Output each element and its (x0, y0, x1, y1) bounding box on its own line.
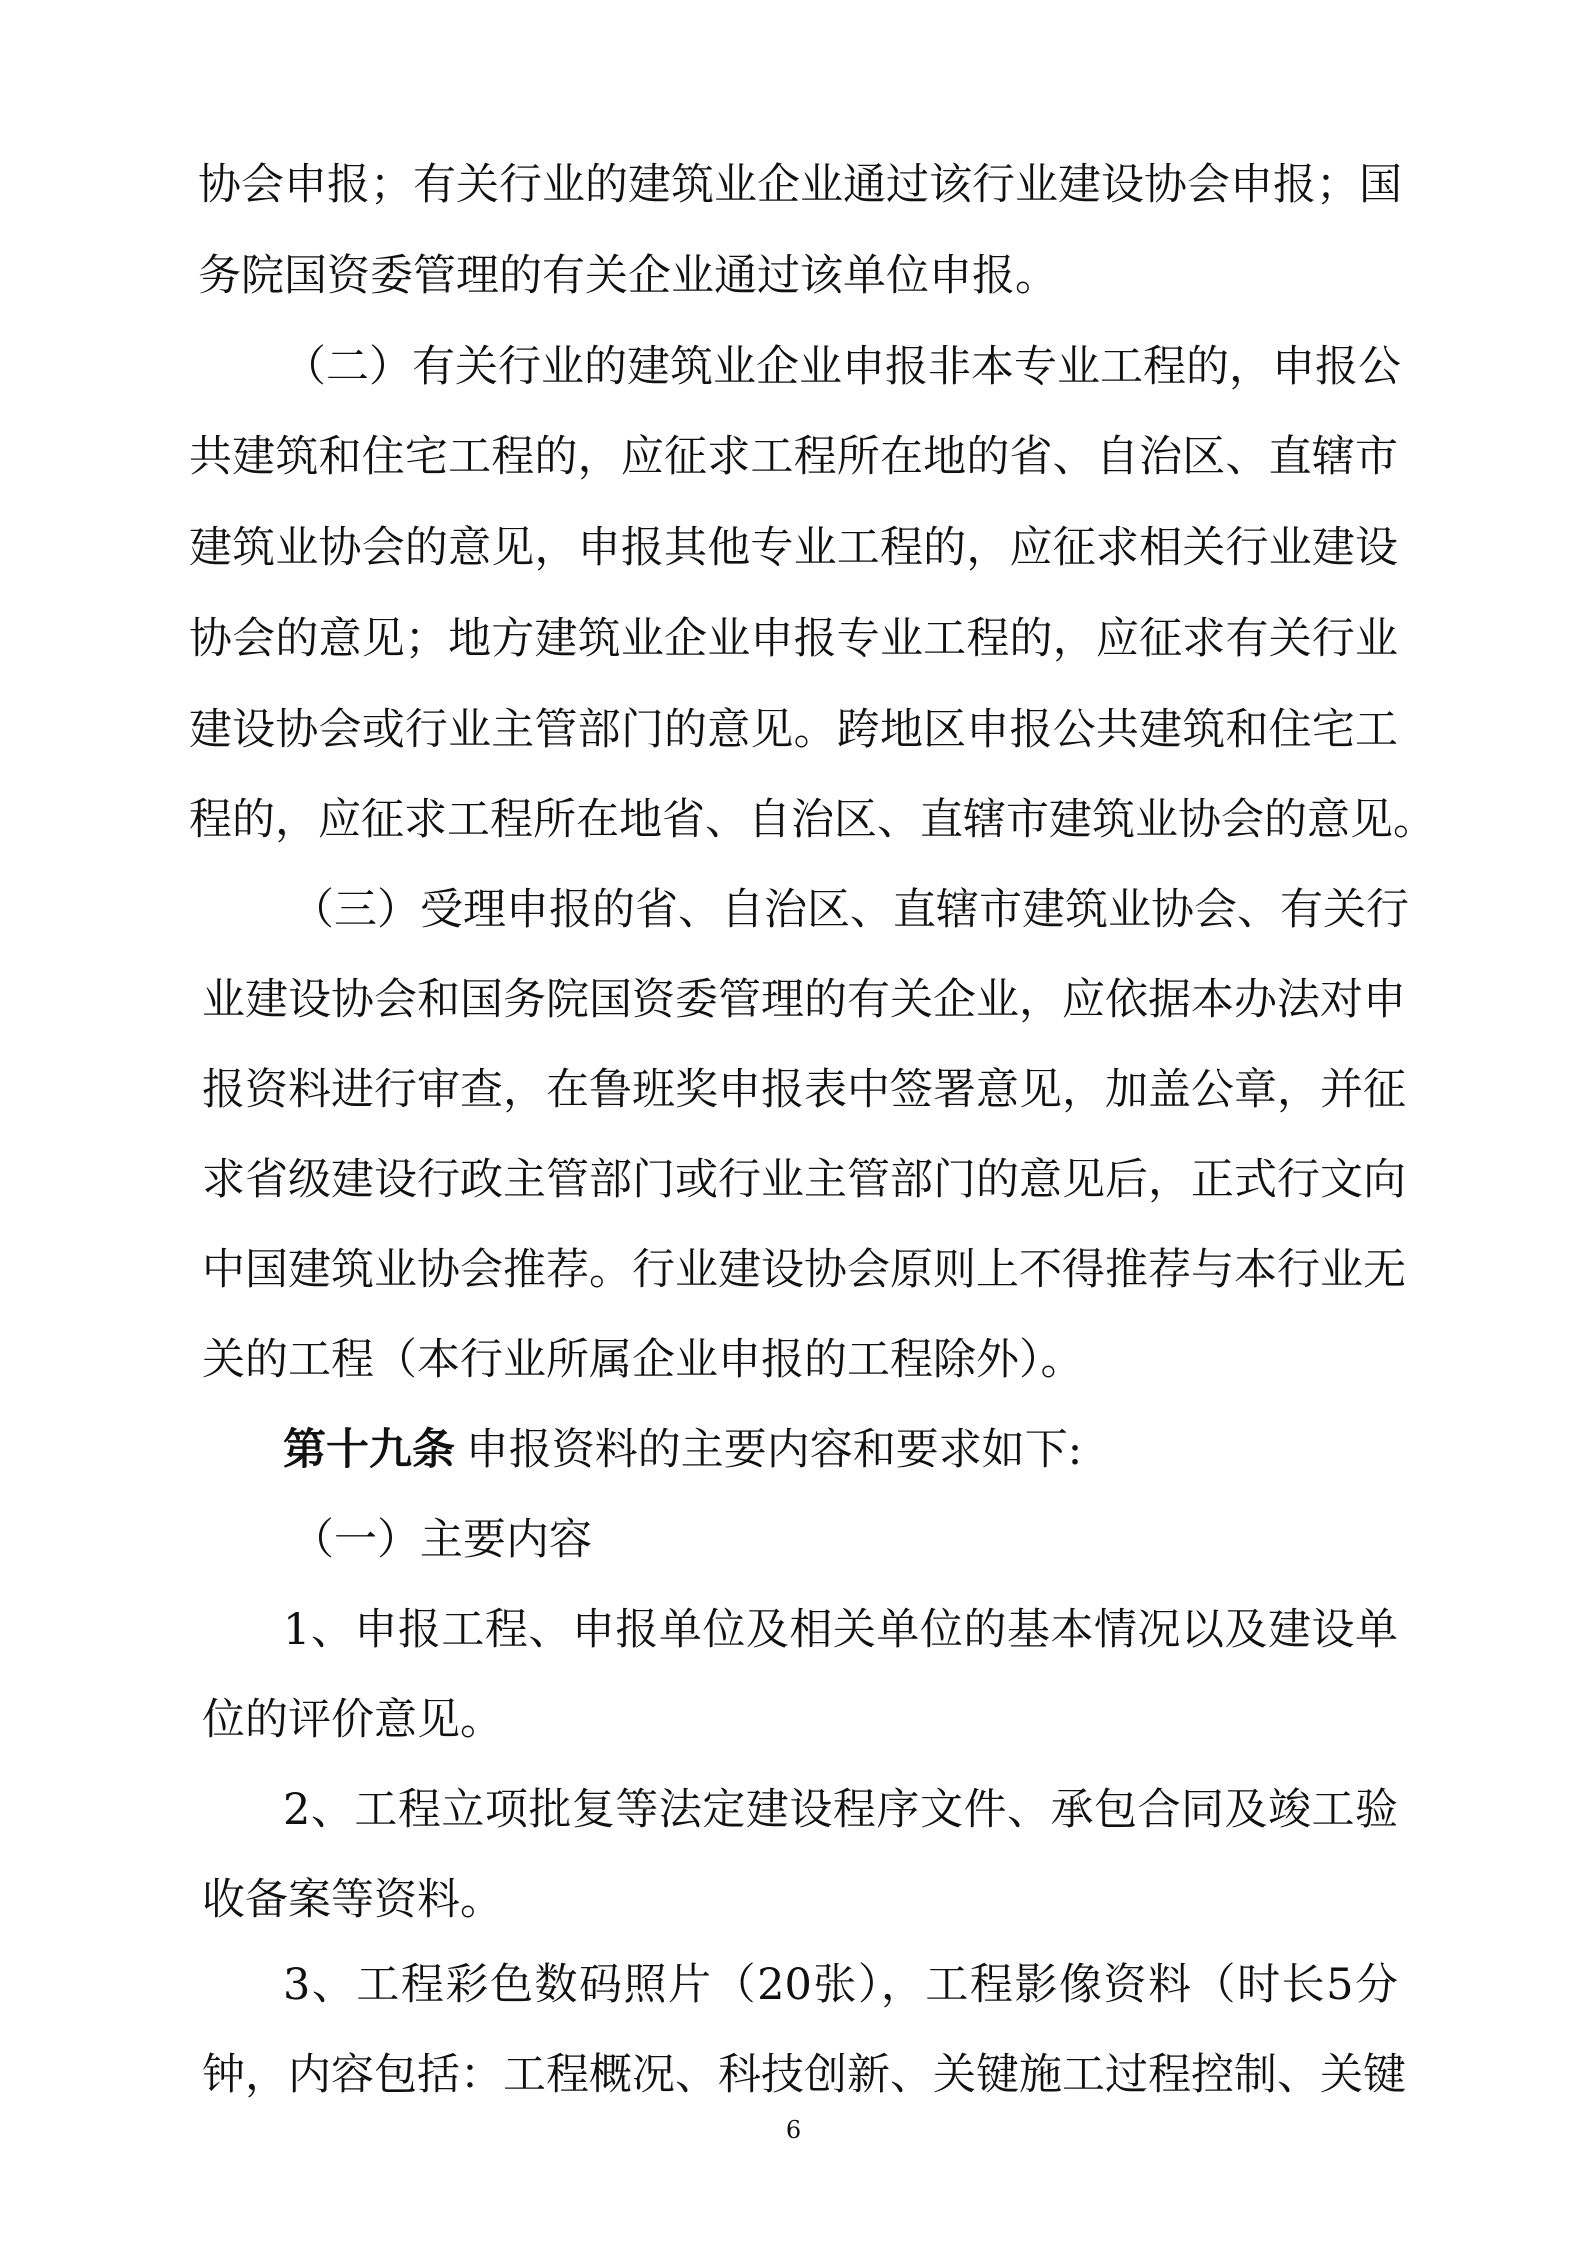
text-line: 2、工程立项批复等法定建设程序文件、承包合同及竣工验 (283, 1785, 1398, 1835)
text-line: 报资料进行审查，在鲁班奖申报表中签署意见，加盖公章，并征 (202, 1065, 1406, 1115)
text-line: 位的评价意见。 (202, 1695, 503, 1745)
text-line: 共建筑和住宅工程的，应征求工程所在地的省、自治区、直辖市 (189, 432, 1398, 482)
article-heading: 第十九条 (283, 1425, 455, 1475)
page-number: 6 (785, 2116, 802, 2144)
text-line: 协会的意见；地方建筑业企业申报专业工程的，应征求有关行业 (189, 614, 1398, 664)
text-line: 求省级建设行政主管部门或行业主管部门的意见后，正式行文向 (202, 1155, 1406, 1205)
article-line (283, 1420, 1398, 1480)
text-line: 1、申报工程、申报单位及相关单位的基本情况以及建设单 (283, 1605, 1398, 1655)
text-line: 钟，内容包括：工程概况、科技创新、关键施工过程控制、关键 (202, 2050, 1406, 2100)
text-line: （三）受理申报的省、自治区、直辖市建筑业协会、有关行 (291, 885, 1409, 935)
text-line: 3、工程彩色数码照片（20张），工程影像资料（时长5分 (283, 1960, 1398, 2010)
section-heading: （一）主要内容 (291, 1515, 592, 1565)
text-line: 业建设协会和国务院国资委管理的有关企业，应依据本办法对申 (202, 975, 1406, 1025)
text-line: （二）有关行业的建筑业企业申报非本专业工程的，申报公 (283, 342, 1401, 392)
text-line: 程的，应征求工程所在地省、自治区、直辖市建筑业协会的意见。 (189, 795, 1436, 845)
text-line: 建设协会或行业主管部门的意见。跨地区申报公共建筑和住宅工 (189, 705, 1398, 755)
text-line: 务院国资委管理的有关企业通过该单位申报。 (198, 251, 1058, 301)
text-line: 中国建筑业协会推荐。行业建设协会原则上不得推荐与本行业无 (202, 1245, 1406, 1295)
text-line: 建筑业协会的意见，申报其他专业工程的，应征求相关行业建设 (189, 523, 1398, 573)
text-line: 关的工程（本行业所属企业申报的工程除外）。 (202, 1335, 1084, 1385)
article-text: 申报资料的主要内容和要求如下: (465, 1425, 1083, 1475)
text-line: 协会申报；有关行业的建筑业企业通过该行业建设协会申报；国 (198, 160, 1402, 210)
text-line: 收备案等资料。 (202, 1875, 503, 1925)
